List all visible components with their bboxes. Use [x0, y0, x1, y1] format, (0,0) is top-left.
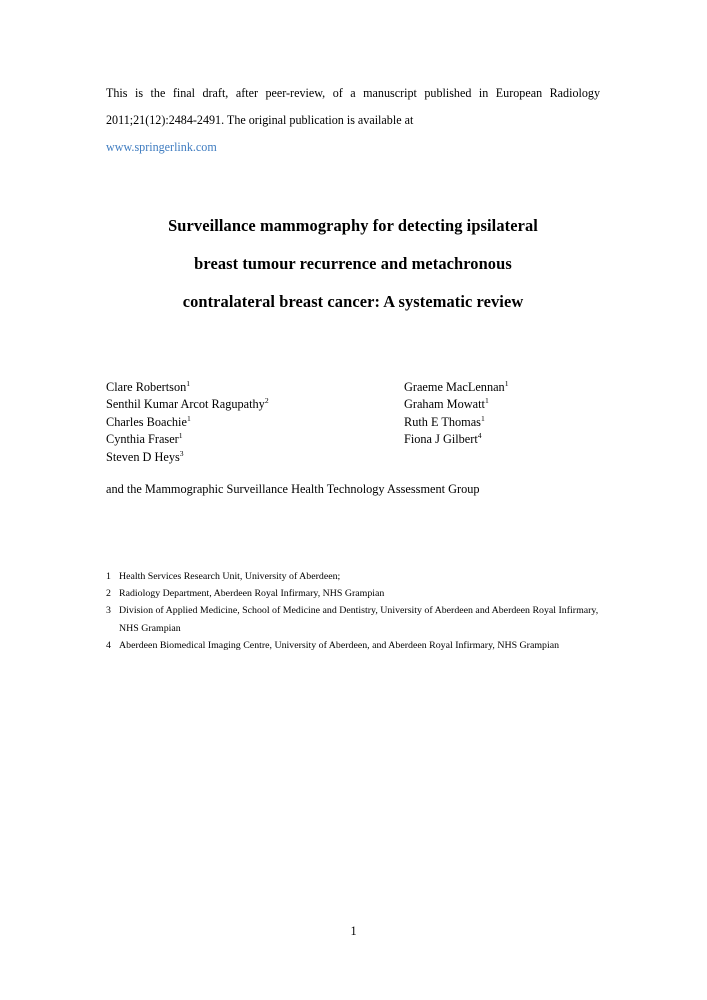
affiliation-text: Radiology Department, Aberdeen Royal Infirmary, NHS Grampian: [119, 588, 385, 600]
author-affiliation-marker: 3: [179, 448, 184, 458]
author-name: Charles Boachie: [106, 414, 187, 429]
affiliation-item: [106, 637, 600, 654]
collaborative-group-line: and the Mammographic Surveillance Health Technology Assessment Group: [106, 482, 480, 496]
author-affiliation-marker: 1: [504, 378, 509, 388]
affiliation-number: 2: [106, 588, 111, 600]
author-affiliation-marker: 4: [477, 431, 482, 441]
author-entry: [106, 431, 269, 448]
affiliation-item: [106, 602, 600, 636]
author-name: Fiona J Gilbert: [404, 432, 478, 447]
affiliation-number: 1: [106, 571, 111, 582]
author-column-right: [404, 379, 509, 449]
author-affiliation-marker: 1: [480, 413, 485, 423]
publication-note: [106, 80, 600, 161]
author-entry: [106, 449, 269, 466]
author-affiliation-marker: 1: [186, 413, 191, 423]
author-entry: [404, 431, 509, 448]
author-entry: [404, 379, 509, 396]
affiliation-number: 3: [106, 605, 111, 617]
page-title-line-2: breast tumour recurrence and metachronous: [194, 253, 512, 273]
affiliation-item: [106, 585, 600, 602]
springerlink-link-line: [106, 134, 600, 161]
author-affiliation-marker: 1: [484, 396, 489, 406]
author-entry: [106, 396, 269, 413]
author-column-left: [106, 379, 269, 466]
springerlink-url-link[interactable]: www.springerlink.com: [106, 140, 217, 154]
author-name: Senthil Kumar Arcot Ragupathy: [106, 397, 265, 412]
author-name: Steven D Heys: [106, 449, 180, 464]
page-number: 1: [350, 924, 357, 938]
affiliation-number: 4: [106, 639, 111, 651]
author-name: Graeme MacLennan: [404, 380, 505, 394]
author-entry: [404, 396, 509, 413]
author-name: Graham Mowatt: [404, 397, 485, 412]
author-affiliation-marker: 1: [186, 378, 191, 388]
author-entry: [106, 414, 269, 431]
page-title: [106, 207, 600, 321]
affiliation-text: Division of Applied Medicine, School of Medicine and Dentistry, University of Aberdeen and Aberdeen Royal Infirmary, NHS Grampian: [119, 605, 599, 634]
author-name: Clare Robertson: [106, 380, 187, 394]
publication-note-text: This is the final draft, after peer-review, of a manuscript published in European Radiology 2011;21(12):2484-2491. The original publication is available at: [106, 86, 600, 127]
page-title-line-3: contralateral breast cancer: A systematic review: [182, 291, 524, 311]
author-name: Cynthia Fraser: [106, 432, 179, 447]
author-entry: [404, 414, 509, 431]
author-affiliation-marker: 2: [264, 396, 269, 406]
affiliation-list: [106, 568, 600, 654]
affiliation-item: [106, 568, 600, 585]
page-title-line-1: Surveillance mammography for detecting ipsilateral: [168, 215, 538, 235]
affiliation-text: Health Services Research Unit, University of Aberdeen;: [119, 571, 341, 582]
author-affiliation-marker: 1: [178, 431, 183, 441]
author-entry: [106, 379, 269, 396]
author-name: Ruth E Thomas: [404, 414, 481, 429]
affiliation-text: Aberdeen Biomedical Imaging Centre, University of Aberdeen, and Aberdeen Royal Infirmary, NHS Grampian: [119, 639, 560, 651]
